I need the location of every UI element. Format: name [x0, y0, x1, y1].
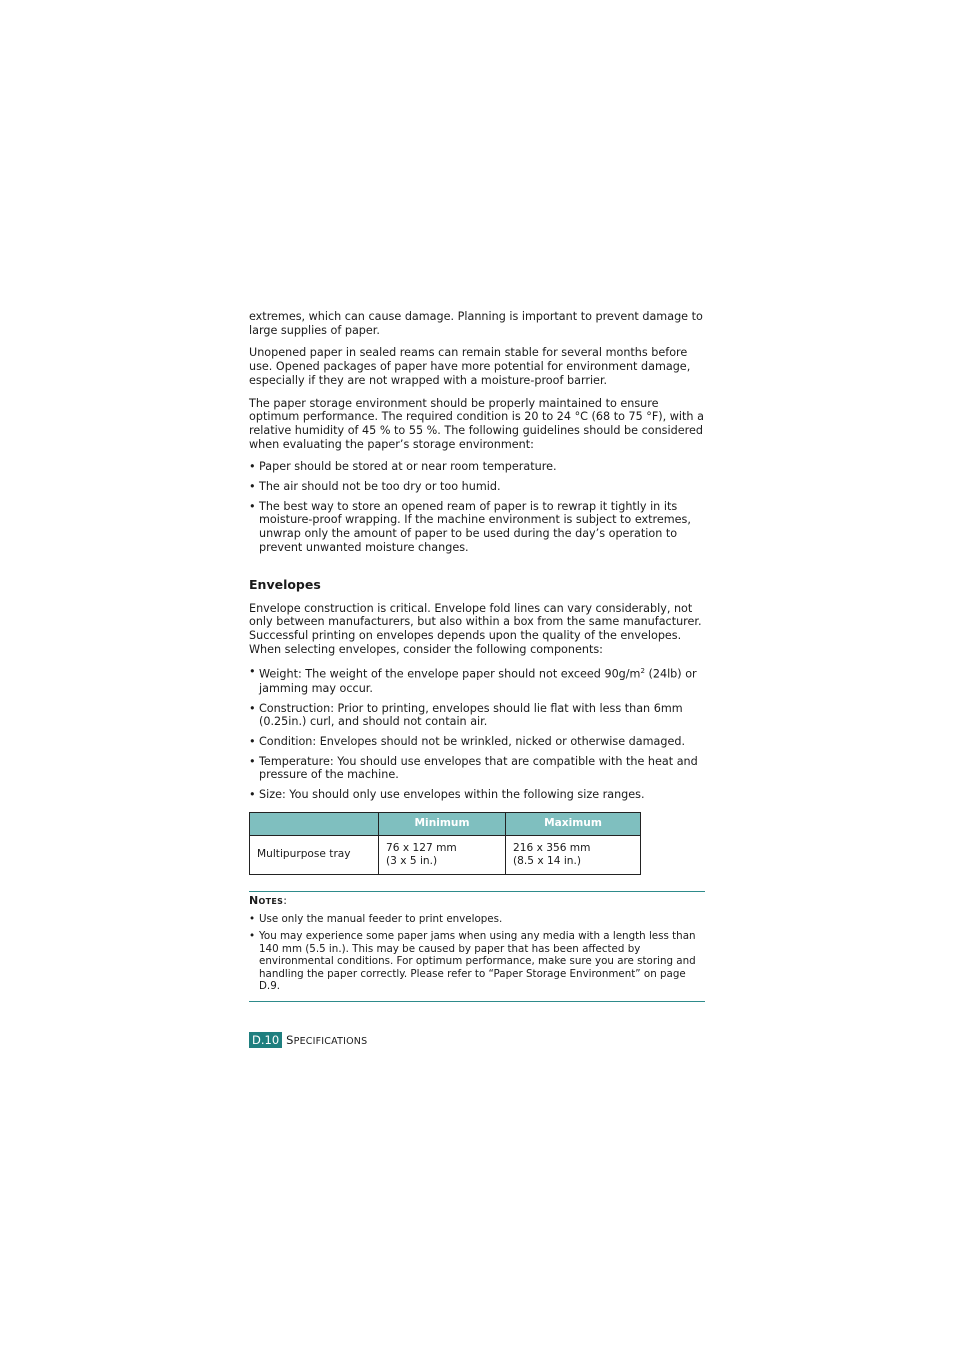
table-header-maximum: Maximum	[506, 812, 641, 835]
paragraph-storage-environment: The paper storage environment should be properly maintained to ensure optimum performance. The required condition is 20 to 24 °C (68 to 75 °F), with a relative humidity of 45 % to 55 %. The following guidelines should be considered when evaluating the paper’s storage environment:	[249, 396, 704, 451]
table-cell-minimum: 76 x 127 mm (3 x 5 in.)	[379, 835, 506, 874]
page-number-badge: D.10	[249, 1032, 282, 1048]
paragraph-envelope-intro: Envelope construction is critical. Envelope fold lines can vary considerably, not only between manufacturers, but also within a box from the same manufacturer. Successful printing on envelopes depends upon the quality of the envelopes. When selecting envelopes, consider the following components:	[249, 601, 702, 656]
notes-list	[249, 913, 705, 993]
bullet-icon: •	[249, 665, 256, 679]
bullet-icon: •	[249, 701, 256, 715]
list-item: • You may experience some paper jams when using any media with a length less than 140 mm (5.5 in.). This may be caused by paper that has been affected by environmental conditions. For optimum performance, make sure you are storing and handling the paper correctly. Please refer to “Paper Storage Environment” on page D.9.	[249, 929, 696, 993]
paragraph-storage-extremes: extremes, which can cause damage. Planning is important to prevent damage to large supplies of paper.	[249, 310, 703, 337]
table-header-empty	[250, 812, 379, 835]
envelope-components-list	[249, 665, 705, 801]
bullet-icon: •	[249, 754, 256, 768]
list-item: • The best way to store an opened ream of paper is to rewrap it tightly in its moisture-proof wrapping. If the machine environment is subject to extremes, unwrap only the amount of paper to be used during the day’s operation to prevent unwanted moisture changes.	[249, 499, 691, 554]
bullet-icon: •	[249, 480, 256, 494]
list-item: • Temperature: You should use envelopes that are compatible with the heat and pressure of the machine.	[249, 754, 698, 782]
table-header-row	[250, 812, 641, 835]
bullet-icon: •	[249, 734, 256, 748]
superscript: 2	[640, 667, 645, 676]
list-item: • Weight: The weight of the envelope paper should not exceed $90g/m^2$ (24lb) or jamming may occur.	[249, 665, 697, 695]
bullet-icon: •	[249, 929, 256, 942]
bullet-icon: •	[249, 788, 256, 802]
footer-section-title: SPECIFICATIONS	[286, 1033, 368, 1047]
notes-title: Notes:	[249, 893, 288, 907]
storage-guidelines-list	[249, 460, 705, 554]
envelope-size-table	[249, 812, 641, 875]
list-item: • Size: You should only use envelopes within the following size ranges.	[249, 788, 645, 802]
list-item: • Paper should be stored at or near room temperature.	[249, 460, 557, 474]
table-cell-label: Multipurpose tray	[250, 835, 379, 874]
table-cell-maximum: 216 x 356 mm (8.5 x 14 in.)	[506, 835, 641, 874]
bullet-icon: •	[249, 913, 256, 926]
table-header-minimum: Minimum	[379, 812, 506, 835]
list-item: • Use only the manual feeder to print envelopes.	[249, 913, 503, 926]
notes-box	[249, 891, 705, 1002]
list-item: • The air should not be too dry or too humid.	[249, 480, 501, 494]
bullet-icon: •	[249, 499, 256, 513]
table-row	[250, 835, 641, 874]
bullet-icon: •	[249, 460, 256, 474]
paragraph-unopened-paper: Unopened paper in sealed reams can remain stable for several months before use. Opened packages of paper have more potential for environment damage, especially if they are not wrapped with a moisture-proof barrier.	[249, 346, 691, 387]
page-footer	[249, 1032, 367, 1048]
list-item: • Construction: Prior to printing, envelopes should lie flat with less than 6mm (0.25in.) curl, and should not contain air.	[249, 701, 683, 729]
page-content	[249, 310, 705, 1002]
section-heading-envelopes: Envelopes	[249, 576, 321, 592]
list-item: • Condition: Envelopes should not be wrinkled, nicked or otherwise damaged.	[249, 734, 686, 748]
